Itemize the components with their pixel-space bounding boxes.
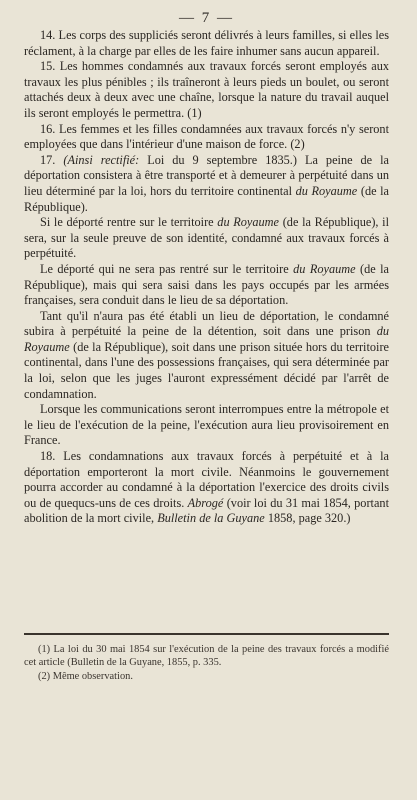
article-18 (24, 449, 389, 527)
paragraph-le-text-2: (de la République), mais qui sera saisi dans les pays occupés par les armées françaises, sera conduit dans le lieu de sa déportation. (24, 261, 390, 308)
article-17 (24, 153, 389, 215)
article-17-amended-note: (Ainsi rectifié: (63, 152, 140, 167)
paragraph-le (24, 262, 389, 309)
paragraph-si-text-2: (de la République), il sera, sur la seule preuve de son identité, condamné aux travaux forcés à perpétuité. (24, 215, 389, 261)
footnote-separator (24, 633, 389, 635)
paragraph-si-royaume: du Royaume (217, 215, 280, 230)
paragraph-tant-text-2: (de la République), soit dans une prison située hors du territoire continental, dans l'une des possessions françaises, qui sera déterminée par la loi, selon que les juges l'auront expressément décidé par l'arrêt de condamnation. (24, 339, 390, 401)
article-15: 15. Les hommes condamnés aux travaux forcés seront employés aux travaux les plus pénibles ; ils traîneront à leurs pieds un boulet, ou seront attachés deux à deux avec une chaîne, lorsque la nature du travail auquel ils seront employés le permettra. (1) (24, 59, 389, 120)
article-18-abroge: Abrogé (187, 495, 224, 510)
paragraph-le-royaume: du Royaume (293, 261, 356, 276)
article-18-text-1: 18. Les condamnations aux travaux forcés à perpétuité et à la déportation emporteront la mort civile. Néanmoins le gouvernement pourra accorder au condamné à la déportation l'exercice des droits civils ou de quequcs-uns de ces droits. (24, 449, 389, 510)
article-17-number: 17. (40, 152, 56, 167)
paragraph-le-text-1: Le déporté qui ne sera pas rentré sur le territoire (40, 261, 289, 276)
paragraph-tant-text-1: Tant qu'il n'aura pas été établi un lieu de déportation, le condamné subira à perpétuité la peine de la détention, soit dans une prison (24, 308, 389, 339)
article-text (24, 28, 389, 527)
article-14: 14. Les corps des suppliciés seront délivrés à leurs familles, si elles les réclament, à la charge par elles de les faire inhumer sans aucun appareil. (24, 28, 389, 58)
article-17-text-2: (de la République). (24, 183, 390, 214)
article-18-text-2: (voir loi du 31 mai 1854, portant abolition de la mort civile, (24, 495, 389, 526)
footnotes (24, 643, 389, 683)
article-18-bulletin: Bulletin de la Guyane (157, 511, 265, 526)
paragraph-lorsque: Lorsque les communications seront interrompues entre la métropole et le lieu de l'exécution de la peine, l'exécution aura lieu provisoirement en France. (24, 402, 389, 448)
article-18-text-3: 1858, page 320.) (267, 511, 351, 526)
paragraph-tant (24, 309, 389, 403)
article-16: 16. Les femmes et les filles condamnées aux travaux forcés n'y seront employées que dans l'intérieur d'une maison de force. (2) (24, 121, 389, 152)
page-number: — 7 — (179, 10, 234, 26)
paragraph-tant-royaume: du Royaume (24, 324, 389, 354)
article-17-text-1: Loi du 9 septembre 1835.) La peine de la déportation consistera à être transporté et à demeurer à perpétuité dans un lieu déterminé par la loi, hors du territoire continental (24, 152, 390, 198)
paragraph-si-text-1: Si le déporté rentre sur le territoire (40, 215, 214, 230)
footnote-1: (1) La loi du 30 mai 1854 sur l'exécution de la peine des travaux forcés a modifié cet article (Bulletin de la Guyane, 1855, p. 335. (24, 644, 389, 668)
paragraph-si (24, 215, 389, 262)
article-17-royaume: du Royaume (295, 183, 358, 198)
footnote-2: (2) Même observation. (38, 671, 133, 682)
